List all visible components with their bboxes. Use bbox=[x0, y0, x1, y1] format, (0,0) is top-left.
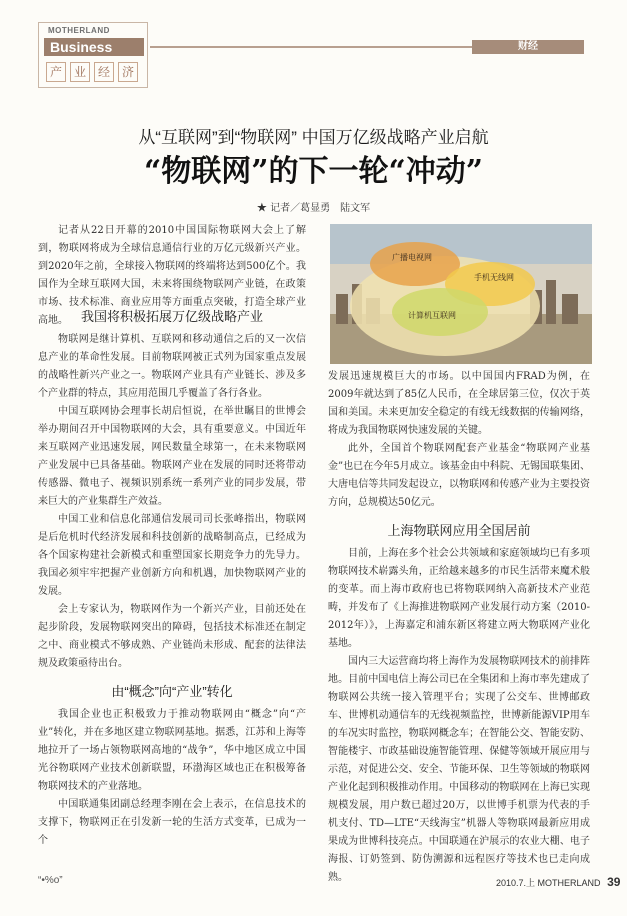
figure-label-broadcast: 广播电视网 bbox=[392, 253, 432, 262]
page-number: 39 bbox=[607, 875, 621, 889]
section-heading: 我国将积极拓展万亿级战略产业 bbox=[80, 309, 263, 324]
paragraph: 会上专家认为，物联网作为一个新兴产业，目前还处在起步阶段，发展物联网突出的障碍，包括技术标准还在制定之中、商业模式不够成熟、产业链尚未形成、配套的法律法规及政策亟待出台。 bbox=[38, 604, 306, 669]
paragraph: 我国企业也正积极致力于推动物联网由“概念”向“产业”转化，并在多地区建立物联网基地。据悉，江苏和上海等地拉开了一场占领物联网高地的“战争”，华中地区成立中国光谷物联网产业技术创新联盟，环渤海区域也正在积极筹备物联网技术的产业落地。 bbox=[38, 709, 306, 792]
footer-mark: “•%o” bbox=[38, 875, 63, 886]
section-char: 济 bbox=[118, 62, 138, 82]
article-reporter: ★ 记者／葛显勇 陆文军 bbox=[256, 203, 371, 214]
article-subtitle: 从“互联网”到“物联网” 中国万亿级战略产业启航 bbox=[138, 128, 489, 147]
section-heading: 上海物联网应用全国居前 bbox=[387, 523, 531, 538]
network-figure bbox=[330, 224, 592, 364]
column-left-body bbox=[38, 298, 306, 863]
footer-date: 2010.7.上 bbox=[496, 878, 536, 888]
section-char: 产 bbox=[46, 62, 66, 82]
header-tag: 财经 bbox=[472, 40, 584, 54]
footer-brand: MOTHERLAND bbox=[537, 878, 601, 888]
paragraph: 中国互联网协会理事长胡启恒说，在举世瞩目的世博会举办期间召开中国物联网的大会，具有重要意义。中国近年来互联网产业迅速发展，网民数量全球第一，在未来物联网产业发展中已具备基础。物联网产业在发展的同时还将带动传感器、微电子、视频识别系统一系列产业的同步发展，带来巨大的产业集群生产效益。 bbox=[38, 406, 306, 507]
footer-info bbox=[496, 875, 620, 889]
header-brand: MOTHERLAND bbox=[48, 26, 110, 35]
paragraph: 国内三大运营商均将上海作为发展物联网技术的前排阵地。目前中国电信上海公司已在全集团和上海市率先建成了物联网公共统一接入管理平台；实现了公交车、世博邮政车、世博机动通信车的无线视频监控，世博新能源VIP用车的车况实时监控，物联网概念车；在智能公交、智能安防、智能楼宇、市政基础设施智能管理、保健等领域开展应用与示范，对促进公交、安全、节能环保、卫生等领域的物联网产业化起到积极推动作用。中国移动的物联网在上海已实现规模发展，用户数已超过20万，以世博手机票为代表的手机支付、TD—LTE“天线海宝”机器人等物联网最新应用成果成为世博科技亮点。中国联通在沪展示的农业大棚、电子海报、订奶签到、防伪溯源和远程医疗等技术也已走向成熟。 bbox=[328, 656, 590, 883]
figure-label-mobile: 手机无线网 bbox=[474, 273, 514, 282]
section-heading: 由“概念”向“产业”转化 bbox=[111, 684, 233, 699]
header-section-cn bbox=[46, 62, 138, 82]
paragraph: 物联网是继计算机、互联网和移动通信之后的又一次信息产业的革命性发展。目前物联网被正式列为国家重点发展的战略性新兴产业之一。物联网产业具有产业链长、涉及多个产业群的特点，其应用范围几乎覆盖了各行各业。 bbox=[38, 334, 306, 399]
article-title: “物联网”的下一轮“冲动” bbox=[143, 154, 484, 189]
paragraph: 此外，全国首个物联网配套产业基金“物联网产业基金”也已在今年5月成立。该基金由中科院、无锡国联集团、大唐电信等共同发起设立，以物联网和传感产业为主要投资方向，总规模达50亿元。 bbox=[328, 443, 590, 508]
section-char: 经 bbox=[94, 62, 114, 82]
paragraph: 中国工业和信息化部通信发展司司长张峰指出，物联网是后危机时代经济发展和科技创新的战略制高点，已经成为各个国家构建社会新模式和重塑国家长期竞争力的先导力。我国必须牢牢把握产业创新方向和机遇，加快物联网产业的发展。 bbox=[38, 514, 306, 597]
figure-label-internet: 计算机互联网 bbox=[408, 311, 456, 320]
paragraph: 中国联通集团副总经理李刚在会上表示，在信息技术的支撑下，物联网正在引发新一轮的生活方式变革，已成为一个 bbox=[38, 799, 306, 846]
paragraph: 记者从22日开幕的2010中国国际物联网大会上了解到，物联网将成为全球信息通信行业的万亿元级新兴产业。到2020年之前，全球接入物联网的终端将达到500亿个。我国作为全球互联网大国，未来将围绕物联网产业链，在政策市场、技术标准、商业应用等方面重点突破，打造全球产业高地。 bbox=[38, 225, 306, 326]
paragraph: 发展迅速规模巨大的市场。以中国国内FRAD为例，在2009年就达到了85亿人民币，在全球居第三位，仅次于英国和美国。未来更加安全稳定的有线无线数据的传输网络，将成为我国物联网快速发展的关键。 bbox=[328, 371, 590, 436]
header-section: Business bbox=[44, 38, 144, 56]
section-char: 业 bbox=[70, 62, 90, 82]
paragraph: 目前，上海在多个社会公共领域和家庭领域均已有多项物联网技术崭露头角，正给越来越多的市民生活带来魔术般的变革。而上海市政府也已将物联网纳入高新技术产业范畴，并发布了《上海推进物联网产业发展行动方案（2010-2012年）》，上海嘉定和浦东新区将建立两大物联网产业化基地。 bbox=[328, 548, 590, 649]
